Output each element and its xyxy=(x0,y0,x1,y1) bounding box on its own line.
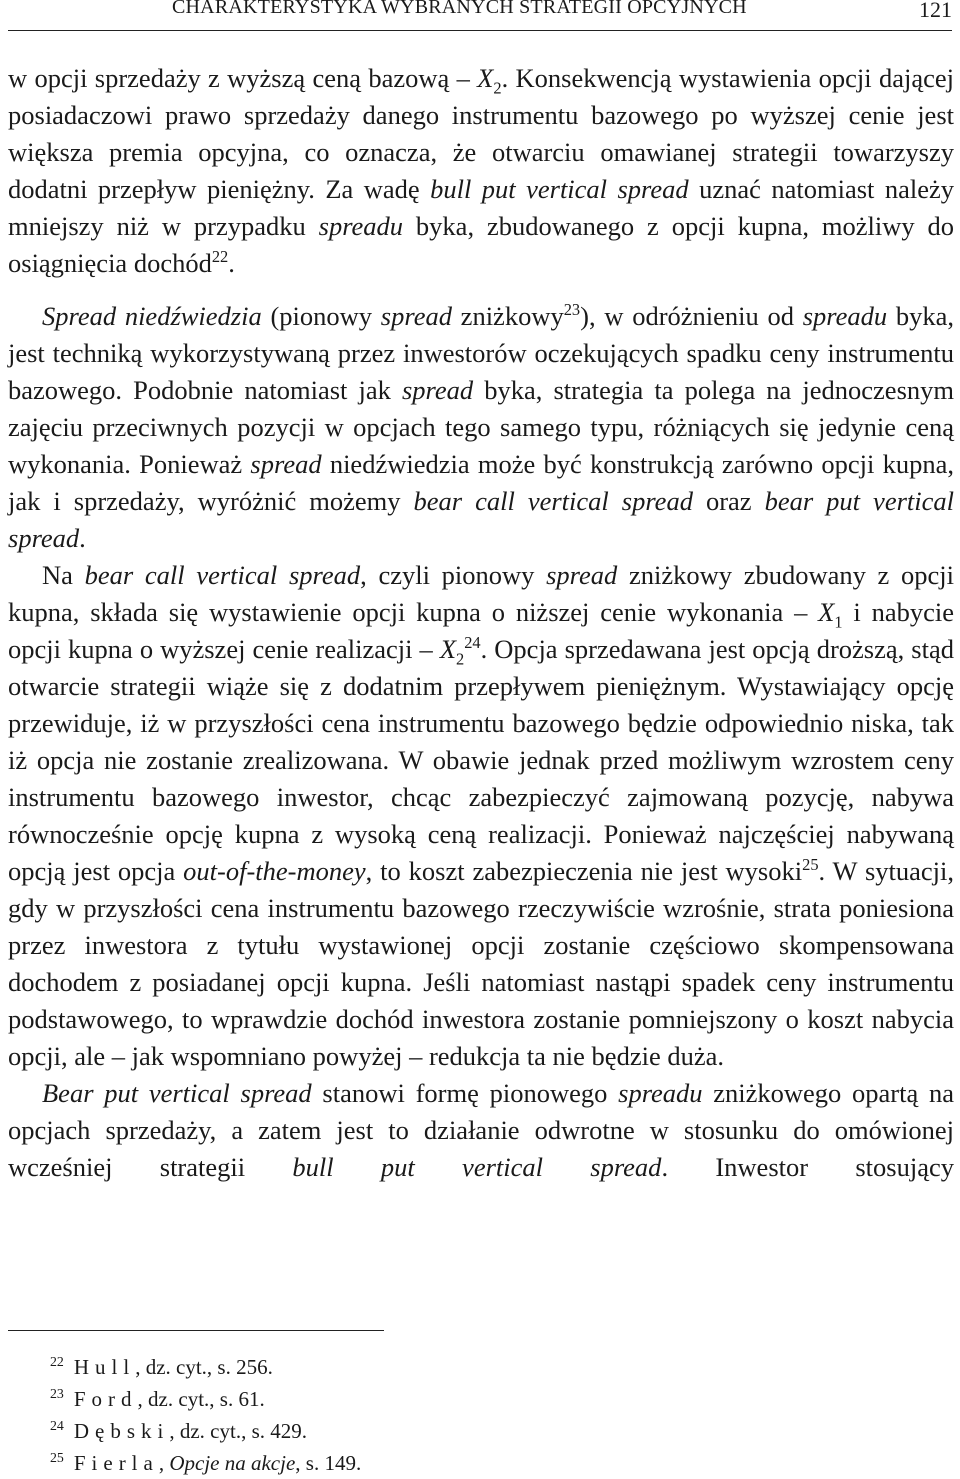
body-text xyxy=(8,60,954,1186)
italic-term: out-of-the-money xyxy=(183,856,366,886)
footnote-citation: , dz. cyt., s. 256. xyxy=(135,1355,273,1379)
text: (pionowy xyxy=(261,301,381,331)
text: Na xyxy=(42,560,85,590)
footnote-23 xyxy=(50,1383,930,1415)
text: ), w odróżnieniu od xyxy=(580,301,803,331)
italic-term: bear put vertical spread xyxy=(8,486,954,553)
footnote-ref-24[interactable]: 24 xyxy=(464,633,481,653)
footnote-citation: , dz. cyt., s. 61. xyxy=(137,1387,265,1411)
footnote-number: 25 xyxy=(50,1450,64,1465)
footnote-author: Dębski xyxy=(73,1419,170,1443)
italic-term: spreadu xyxy=(802,301,888,331)
text: . W sytuacji, gdy w przyszłości cena instrumentu bazowego rzeczywiście wzrośnie, strata poniesiona przez inwestora z tytułu wystawionej opcji zostanie częściowo skompensowana dochodem z posiadanej opcji kupna. Jeśli natomiast nastąpi spadek ceny instrumentu podstawowego, to wprawdzie dochód inwestora zostanie pomniejszony o koszt nabycia opcji, ale – jak wspomniano powyżej – redukcja ta nie będzie duża. xyxy=(8,856,954,1071)
text: w opcji sprzedaży z wyższą ceną bazową – xyxy=(8,63,478,93)
text: . Konsekwencją wystawienia opcji dającej posiadaczowi prawo sprzedaży danego instrumentu bazowego po wyższej cenie jest większa premia opcyjna, co oznacza, że otwarciu omawianej strategii towarzyszy dodatni przepływ pieniężny. Za wadę xyxy=(8,63,954,204)
footnote-number: 24 xyxy=(50,1418,64,1433)
text: zniżkowego opartą na opcjach sprzedaży, a zatem jest to działanie odwrotne w stosunku do omówionej wcześniej strategii xyxy=(8,1078,955,1182)
text: uznać natomiast należy mniejszy niż w przypadku xyxy=(8,174,954,241)
italic-term: spread xyxy=(546,560,618,590)
page-number: 121 xyxy=(919,0,952,22)
text: . Inwestor stosujący xyxy=(661,1152,954,1182)
text: byka, jest techniką wykorzystywaną przez inwestorów oczekujących spadku ceny instrumentu bazowego. Podobnie natomiast jak xyxy=(8,301,955,405)
footnote-number: 22 xyxy=(50,1354,64,1369)
subscript: 1 xyxy=(834,612,843,632)
footnote-ref-22[interactable]: 22 xyxy=(211,247,229,267)
footnote-citation: , xyxy=(158,1451,170,1475)
text: zniżkowy zbudowany z opcji kupna, składa się wystawienie opcji kupna o niższej cenie wykonania – xyxy=(8,560,955,627)
paragraph-3 xyxy=(8,557,954,1075)
footnote-22 xyxy=(50,1351,930,1383)
footnote-divider xyxy=(8,1330,384,1331)
italic-term: spread xyxy=(250,449,322,479)
footnote-ref-23[interactable]: 23 xyxy=(563,300,581,320)
footnote-author: Ford xyxy=(73,1387,138,1411)
text: . xyxy=(228,248,235,278)
footnote-24 xyxy=(50,1415,930,1447)
italic-term: spread xyxy=(380,301,452,331)
running-header xyxy=(8,0,952,31)
paragraph-1 xyxy=(8,60,954,282)
text: niedźwiedzia może być konstrukcją zarówno opcji kupna, jak i sprzedaży, wyróżnić możemy xyxy=(8,449,954,516)
text: oraz xyxy=(692,486,765,516)
variable: X xyxy=(818,597,835,627)
running-title: CHARAKTERYSTYKA WYBRANYCH STRATEGII OPCYJNYCH xyxy=(172,0,747,18)
text: i nabycie opcji kupna o wyższej cenie realizacji – xyxy=(8,597,954,664)
text: . Opcja sprzedawana jest opcją droższą, stąd otwarcie strategii wiąże się z dodatnim przepływem pieniężnym. Wystawiający opcję przewiduje, iż w przyszłości cena instrumentu bazowego będzie odpowiednio niska, tak iż opcja nie zostanie zrealizowana. W obawie jednak przed możliwym wzrostem ceny instrumentu bazowego inwestor, chcąc zabezpieczyć zajmowaną pozycję, nabywa równocześnie opcję kupna z wysoką ceną realizacji. Ponieważ najczęściej nabywaną opcją jest opcja xyxy=(8,634,954,886)
footnote-author: Hull xyxy=(73,1355,136,1379)
italic-term: bull put vertical spread xyxy=(292,1152,662,1182)
text: stanowi formę pionowego xyxy=(311,1078,619,1108)
text: byka, zbudowanego z opcji kupna, możliwy do osiągnięcia dochód xyxy=(8,211,954,278)
footnote-title: Opcje na akcje xyxy=(169,1451,296,1475)
variable: X xyxy=(477,63,494,93)
text: zniżkowy xyxy=(451,301,564,331)
paragraph-4 xyxy=(8,1075,954,1186)
italic-term: bear call vertical spread xyxy=(84,560,361,590)
italic-term: Spread niedźwiedzia xyxy=(42,301,262,331)
text: , czyli pionowy xyxy=(360,560,547,590)
footnote-citation: , s. 149. xyxy=(295,1451,362,1475)
footnotes xyxy=(50,1351,930,1479)
footnote-author: Fierla xyxy=(73,1451,159,1475)
footnote-ref-25[interactable]: 25 xyxy=(802,855,819,875)
variable: X xyxy=(439,634,456,664)
subscript: 2 xyxy=(493,78,502,98)
italic-term: Bear put vertical spread xyxy=(42,1078,312,1108)
italic-term: spreadu xyxy=(318,211,404,241)
text: byka, strategia ta polega na jednoczesnym zajęciu przeciwnych pozycji w opcjach tego samego typu, różniących się jedynie ceną wykonania. Ponieważ xyxy=(8,375,954,479)
italic-term: spreadu xyxy=(618,1078,703,1108)
italic-term: bull put vertical spread xyxy=(430,174,689,204)
text: . xyxy=(79,523,86,553)
paragraph-2 xyxy=(8,298,954,557)
subscript: 2 xyxy=(456,649,465,669)
italic-term: bear call vertical spread xyxy=(413,486,693,516)
footnote-number: 23 xyxy=(50,1386,64,1401)
text: , to koszt zabezpieczenia nie jest wysoki xyxy=(365,856,803,886)
footnote-25 xyxy=(50,1447,930,1479)
italic-term: spread xyxy=(401,375,474,405)
footnote-citation: , dz. cyt., s. 429. xyxy=(169,1419,308,1443)
